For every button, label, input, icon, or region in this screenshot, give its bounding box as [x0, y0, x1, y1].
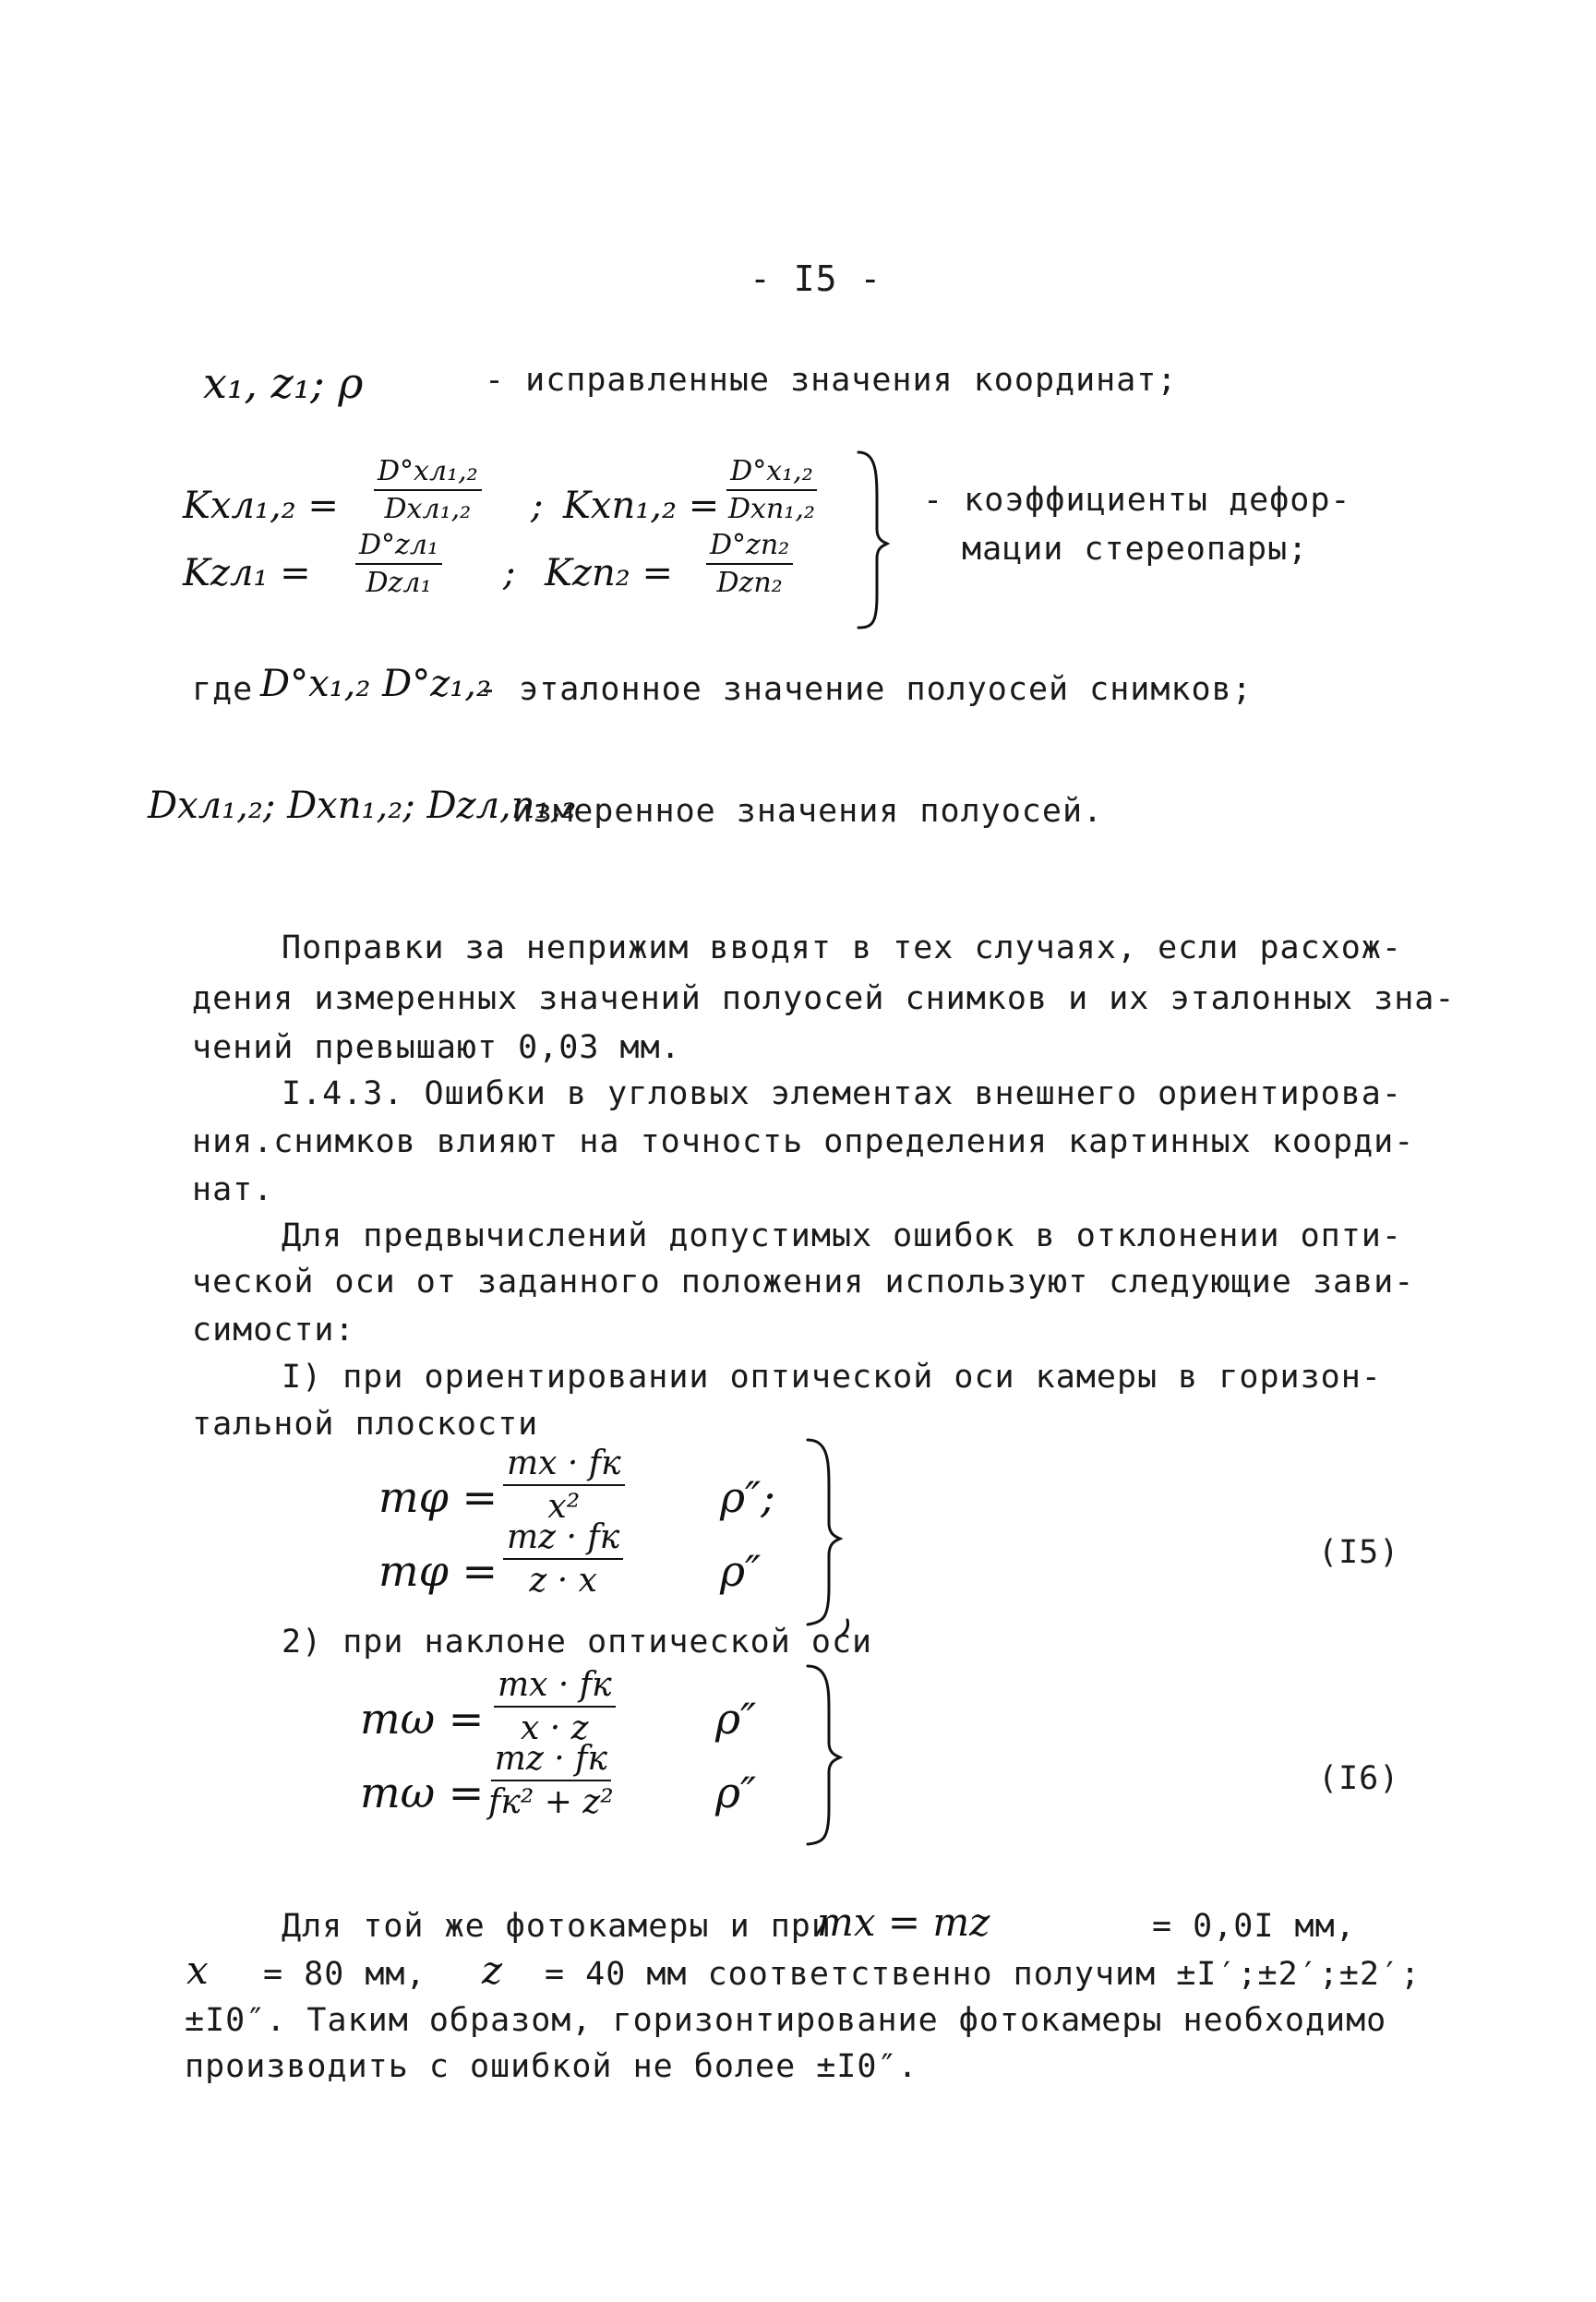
f15-right-brace — [803, 1435, 858, 1638]
k1-separator: ; — [531, 485, 544, 527]
f16b-lhs: mω = — [360, 1768, 485, 1817]
section-heading-line: I.4.3. Ошибки в угловых элементах внешнего ориентирова- — [282, 1075, 1402, 1112]
equation-number-16: (I6) — [1318, 1760, 1400, 1797]
k4-lhs: Kzп₂ = — [545, 552, 673, 594]
k1-numerator: D°xл₁,₂ — [374, 455, 482, 491]
equation-number-15: (I5) — [1318, 1534, 1400, 1571]
corrected-coords-symbols: x₁, z₁; ρ — [203, 358, 364, 408]
corrected-coords-text: - исправленные значения координат; — [485, 362, 1178, 399]
case-1-line: тальной плоскости — [192, 1406, 539, 1443]
f15b-denominator: z · x — [529, 1562, 597, 1600]
final-line: = 80 мм, — [263, 1956, 426, 1993]
k1-lhs: Kxл₁,₂ = — [183, 485, 339, 527]
reference-symbols: D°x₁,₂ D°z₁,₂ — [260, 663, 492, 705]
paragraph-line: симости: — [192, 1312, 355, 1349]
k2-numerator: D°x₁,₂ — [726, 455, 817, 491]
f16b-numerator: mz · fк — [491, 1740, 611, 1781]
paragraph-line: Для предвычислений допустимых ошибок в отклонении опти- — [282, 1217, 1402, 1254]
final-line: = 0,0I мм, — [1152, 1908, 1356, 1945]
final-symbol-x: x — [186, 1948, 209, 1993]
k4-denominator: Dzп₂ — [716, 567, 783, 599]
k3-lhs: Kzл₁ = — [183, 552, 311, 594]
f15b-lhs: mφ = — [378, 1546, 498, 1596]
k1-denominator: Dxл₁,₂ — [384, 493, 472, 525]
measured-text: измеренное значения полуосей. — [512, 793, 1104, 830]
k1-fraction — [374, 455, 482, 525]
f15a-rhs: ρ″; — [720, 1472, 775, 1522]
k-definition-line1: - коэффициенты дефор- — [923, 482, 1351, 519]
f15b-numerator: mz · fк — [503, 1518, 623, 1560]
measured-symbols: Dxл₁,₂; Dxп₁,₂; Dzл,п₁,₂ — [148, 785, 577, 827]
f15b-fraction — [503, 1518, 623, 1600]
paragraph-line: ния.снимков влияют на точность определения картинных коорди- — [192, 1123, 1415, 1160]
f16a-rhs: ρ″ — [715, 1694, 757, 1744]
final-line: = 40 мм соответственно получим ±I′;±2′;±2′; — [545, 1956, 1422, 1993]
k2-denominator: Dxп₁,₂ — [728, 493, 815, 525]
paragraph-line: Поправки за неприжим вводят в тех случаях, если расхож- — [282, 929, 1402, 966]
f15a-numerator: mx · fк — [503, 1445, 625, 1486]
paragraph-line: чений превышают 0,03 мм. — [192, 1029, 681, 1066]
f16a-lhs: mω = — [360, 1694, 485, 1744]
final-symbols: mx = mz — [817, 1900, 990, 1945]
f16b-fraction — [485, 1740, 618, 1821]
reference-text: - эталонное значение полуосей снимков; — [478, 671, 1253, 708]
k3-separator: ; — [503, 552, 516, 594]
f15a-denominator: x² — [547, 1488, 581, 1526]
f16b-denominator: fк² + z² — [488, 1783, 614, 1821]
case-2-line: 2) при наклоне оптической оси — [282, 1624, 873, 1661]
final-line: Для той же фотокамеры и при — [282, 1908, 832, 1945]
k2-lhs: Kxп₁,₂ = — [563, 485, 720, 527]
final-line: ±I0″. Таким образом, горизонтирование фотокамеры необходимо — [185, 2002, 1387, 2039]
case-1-line: I) при ориентировании оптической оси камеры в горизон- — [282, 1359, 1382, 1396]
f16a-denominator: x · z — [520, 1709, 589, 1747]
k3-numerator: D°zл₁ — [355, 529, 442, 565]
final-symbol-z: z — [482, 1948, 503, 1993]
k2-fraction — [725, 455, 819, 525]
f16a-numerator: mx · fк — [494, 1666, 616, 1708]
k-right-brace — [854, 448, 891, 632]
reference-prefix: где — [192, 671, 254, 708]
f16a-fraction — [494, 1666, 616, 1747]
k3-denominator: Dzл₁ — [366, 567, 432, 599]
paragraph-line: ческой оси от заданного положения используют следующие зави- — [192, 1264, 1415, 1301]
f15a-lhs: mφ = — [378, 1472, 498, 1522]
page-number: - I5 - — [750, 258, 882, 299]
k4-fraction — [706, 529, 793, 599]
k4-numerator: D°zп₂ — [706, 529, 793, 565]
paragraph-line: нат. — [192, 1171, 274, 1208]
f15a-fraction — [503, 1445, 625, 1526]
k-definition-line2: мации стереопары; — [962, 531, 1309, 568]
f15b-rhs: ρ″ — [720, 1546, 762, 1596]
f16-right-brace — [803, 1661, 849, 1846]
paragraph-line: дения измеренных значений полуосей снимков и их эталонных зна- — [192, 980, 1456, 1017]
f16b-rhs: ρ″ — [715, 1768, 757, 1817]
k3-fraction — [355, 529, 442, 599]
final-line: производить с ошибкой не более ±I0″. — [185, 2048, 918, 2085]
